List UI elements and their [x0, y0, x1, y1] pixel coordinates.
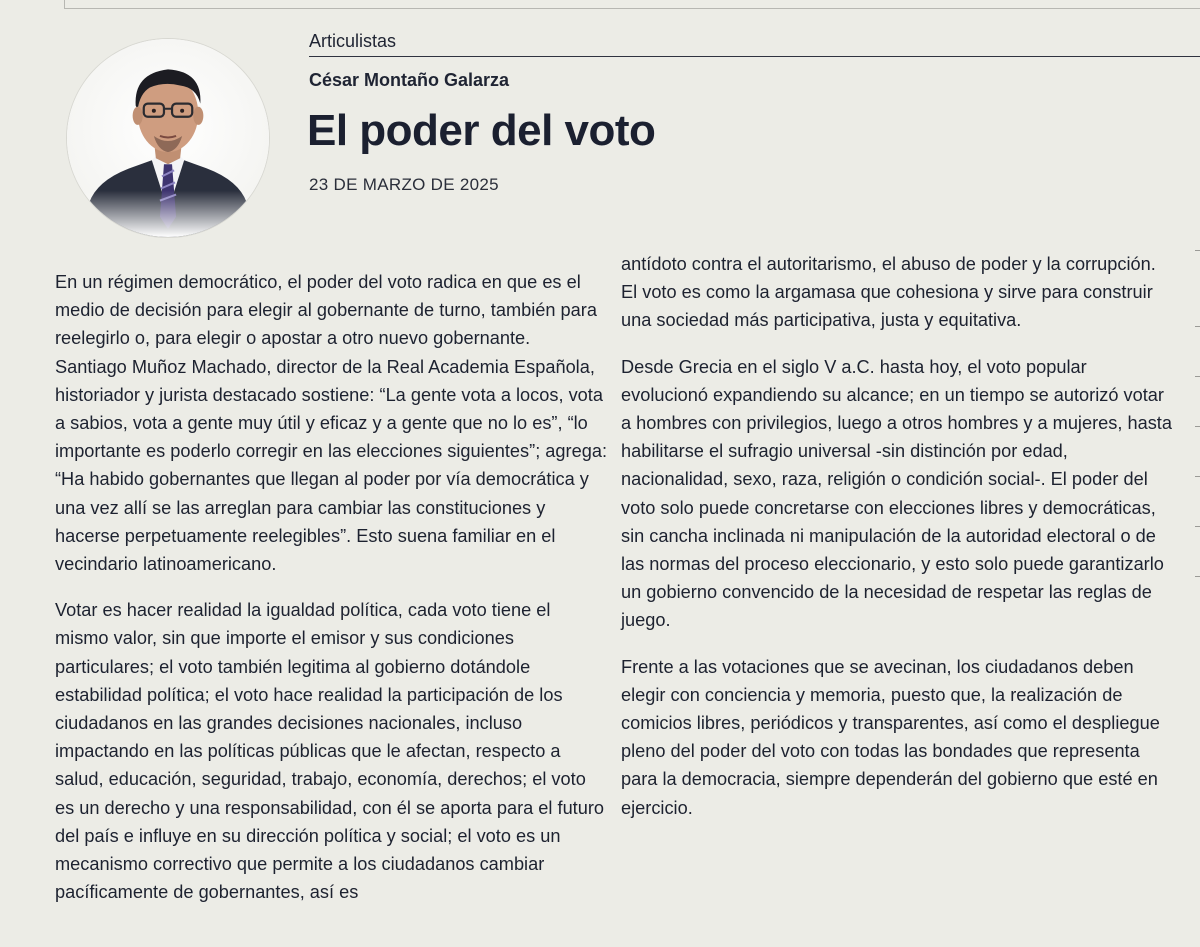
paragraph: Desde Grecia en el siglo V a.C. hasta hoy, el voto popular evolucionó expandiendo su alcance; en un tiempo se autorizó votar a hombres con privilegios, luego a otros hombres y a mujeres, hasta habilitarse el sufragio universal -sin distinción por edad, nacionalidad, sexo, raza, religión o condición social-. El poder del voto solo puede concretarse con elecciones libres y democráticas, sin cancha inclinada ni manipulación de la autoridad electoral o de las normas del proceso eleccionario, y esto solo puede garantizarlo un gobierno convencido de la necesidad de respetar las reglas de juego. — [621, 356, 1172, 631]
paragraph: antídoto contra el autoritarismo, el abuso de poder y la corrupción. El voto es como la argamasa que cohesiona y sirve para construir una sociedad más participativa, justa y equitativa. — [621, 254, 1156, 331]
article-column-right — [621, 250, 1173, 840]
paragraph: En un régimen democrático, el poder del voto radica en que es el medio de decisión para elegir al gobernante de turno, también para reelegirlo o, para elegir o apostar a otro nuevo gobernante. Santiago Muñoz Machado, director de la Real Academia Española, historiador y jurista destacado sostiene: “La gente vota a locos, vota a sabios, vota a gente muy útil y eficaz y a gente que no lo es”, “lo importante es poderlo corregir en las elecciones siguientes”; agrega: “Ha habido gobernantes que llegan al poder por vía democrática y una vez allí se las arreglan para cambiar las constituciones y hacerse perpetuamente reelegibles”. Esto suena familiar en el vecindario latinoamericano. — [55, 272, 607, 575]
author-avatar — [66, 38, 270, 238]
author-portrait-icon — [67, 39, 269, 237]
publish-date: 23 DE MARZO DE 2025 — [309, 175, 499, 194]
author-name[interactable]: César Montaño Galarza — [309, 70, 510, 90]
paragraph: Votar es hacer realidad la igualdad política, cada voto tiene el mismo valor, sin que importe el emisor y sus condiciones particulares; el voto también legitima al gobierno dotándole estabilidad política; el voto hace realidad la participación de los ciudadanos en las grandes decisiones nacionales, incluso impactando en las políticas públicas que le afectan, respecto a salud, educación, seguridad, trabajo, economía, derechos; el voto es un derecho y una responsabilidad, con él se aporta para el futuro del país e influye en su dirección política y social; el voto es un mecanismo correctivo que permite a los ciudadanos cambiar pacíficamente de gobernantes, así es — [55, 600, 605, 903]
article-title: El poder del voto — [307, 106, 656, 155]
article-column-left — [55, 268, 607, 924]
paragraph: Frente a las votaciones que se avecinan, los ciudadanos deben elegir con conciencia y memoria, puesto que, la realización de comicios libres, periódicos y transparentes, así como el despliegue pleno del poder del voto con todas las bondades que representa para la democracia, siempre dependerán del gobierno que esté en ejercicio. — [621, 656, 1160, 818]
edge-marks — [1194, 240, 1200, 620]
section-label[interactable]: Articulistas — [309, 31, 397, 51]
section-divider — [309, 56, 1200, 57]
top-frame — [64, 0, 1200, 9]
